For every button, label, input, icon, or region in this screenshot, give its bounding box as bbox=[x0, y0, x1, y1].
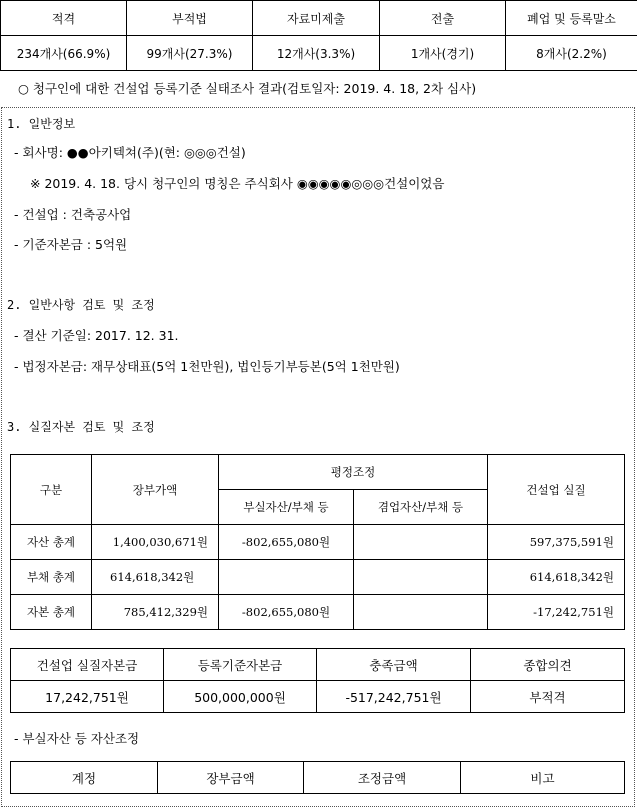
top-header-cell: 폐업 및 등록말소 bbox=[506, 1, 637, 36]
base-capital: - 기준자본금 : 5억원 bbox=[14, 235, 127, 253]
bad-asset-adjustment: -802,655,080원 bbox=[219, 525, 354, 560]
asset-adjust-table bbox=[10, 761, 625, 794]
book-value: 614,618,342원 bbox=[92, 560, 219, 595]
settlement-date: - 결산 기준일: 2017. 12. 31. bbox=[14, 326, 179, 344]
summary-header-cell: 충족금액 bbox=[317, 649, 471, 681]
side-asset-adjustment bbox=[354, 560, 488, 595]
real-capital-table bbox=[10, 454, 625, 630]
top-value-cell: 99개사(27.3%) bbox=[127, 36, 253, 71]
section2-title: 2. 일반사항 검토 및 조정 bbox=[7, 296, 155, 313]
capital-summary-table bbox=[10, 648, 625, 713]
summary-value-cell: 부적격 bbox=[471, 681, 625, 713]
capital-header-row bbox=[11, 455, 625, 490]
real-value: -17,242,751원 bbox=[488, 595, 625, 630]
header-bad-assets: 부실자산/부채 등 bbox=[219, 490, 354, 525]
top-value-cell: 12개사(3.3%) bbox=[253, 36, 380, 71]
section3-title: 3. 실질자본 검토 및 조정 bbox=[7, 418, 155, 435]
header-real: 건설업 실질 bbox=[488, 455, 625, 525]
summary-value-cell: 500,000,000원 bbox=[164, 681, 317, 713]
side-asset-adjustment bbox=[354, 595, 488, 630]
top-value-cell: 234개사(66.9%) bbox=[1, 36, 127, 71]
summary-header-row bbox=[11, 649, 625, 681]
business-type: - 건설업 : 건축공사업 bbox=[14, 205, 131, 223]
statutory-capital: - 법정자본금: 재무상태표(5억 1천만원), 법인등기부등본(5억 1천만원) bbox=[14, 357, 400, 375]
summary-header-cell: 종합의견 bbox=[471, 649, 625, 681]
asset-header-cell: 조정금액 bbox=[304, 762, 461, 794]
table-row bbox=[11, 525, 625, 560]
section1-title: 1. 일반정보 bbox=[7, 115, 75, 132]
top-header-cell: 적격 bbox=[1, 1, 127, 36]
top-header-cell: 부적법 bbox=[127, 1, 253, 36]
book-value: 1,400,030,671원 bbox=[92, 525, 219, 560]
summary-header-cell: 건설업 실질자본금 bbox=[11, 649, 164, 681]
header-book-value: 장부가액 bbox=[92, 455, 219, 525]
row-label: 자산 총계 bbox=[11, 525, 92, 560]
row-label: 부채 총계 bbox=[11, 560, 92, 595]
top-value-cell: 8개사(2.2%) bbox=[506, 36, 637, 71]
real-value: 614,618,342원 bbox=[488, 560, 625, 595]
company-note: ※ 2019. 4. 18. 당시 청구인의 명칭은 주식회사 ◉◉◉◉◉◎◎◎건설이었음 bbox=[30, 174, 444, 192]
top-header-cell: 자료미제출 bbox=[253, 1, 380, 36]
top-table-header-row bbox=[1, 1, 637, 36]
header-adjustment: 평정조정 bbox=[219, 455, 488, 490]
asset-header-row bbox=[11, 762, 625, 794]
asset-header-cell: 장부금액 bbox=[158, 762, 304, 794]
company-name: - 회사명: ●●아키텍쳐(주)(현: ◎◎◎건설) bbox=[14, 143, 246, 161]
real-value: 597,375,591원 bbox=[488, 525, 625, 560]
summary-value-row bbox=[11, 681, 625, 713]
asset-header-cell: 비고 bbox=[461, 762, 625, 794]
asset-adjust-title: - 부실자산 등 자산조정 bbox=[14, 729, 139, 747]
table-row bbox=[11, 595, 625, 630]
header-side-assets: 겸업자산/부채 등 bbox=[354, 490, 488, 525]
book-value: 785,412,329원 bbox=[92, 595, 219, 630]
table-row bbox=[11, 560, 625, 595]
bad-asset-adjustment: -802,655,080원 bbox=[219, 595, 354, 630]
asset-header-cell: 계정 bbox=[11, 762, 158, 794]
top-value-cell: 1개사(경기) bbox=[380, 36, 506, 71]
row-label: 자본 총계 bbox=[11, 595, 92, 630]
side-asset-adjustment bbox=[354, 525, 488, 560]
summary-value-cell: -517,242,751원 bbox=[317, 681, 471, 713]
summary-header-cell: 등록기준자본금 bbox=[164, 649, 317, 681]
review-caption: ○ 청구인에 대한 건설업 등록기준 실태조사 결과(검토일자: 2019. 4. 18, 2차 심사) bbox=[18, 79, 476, 97]
summary-value-cell: 17,242,751원 bbox=[11, 681, 164, 713]
bad-asset-adjustment bbox=[219, 560, 354, 595]
top-table-value-row bbox=[1, 36, 637, 71]
header-category: 구분 bbox=[11, 455, 92, 525]
top-status-table bbox=[0, 0, 637, 71]
top-header-cell: 전출 bbox=[380, 1, 506, 36]
